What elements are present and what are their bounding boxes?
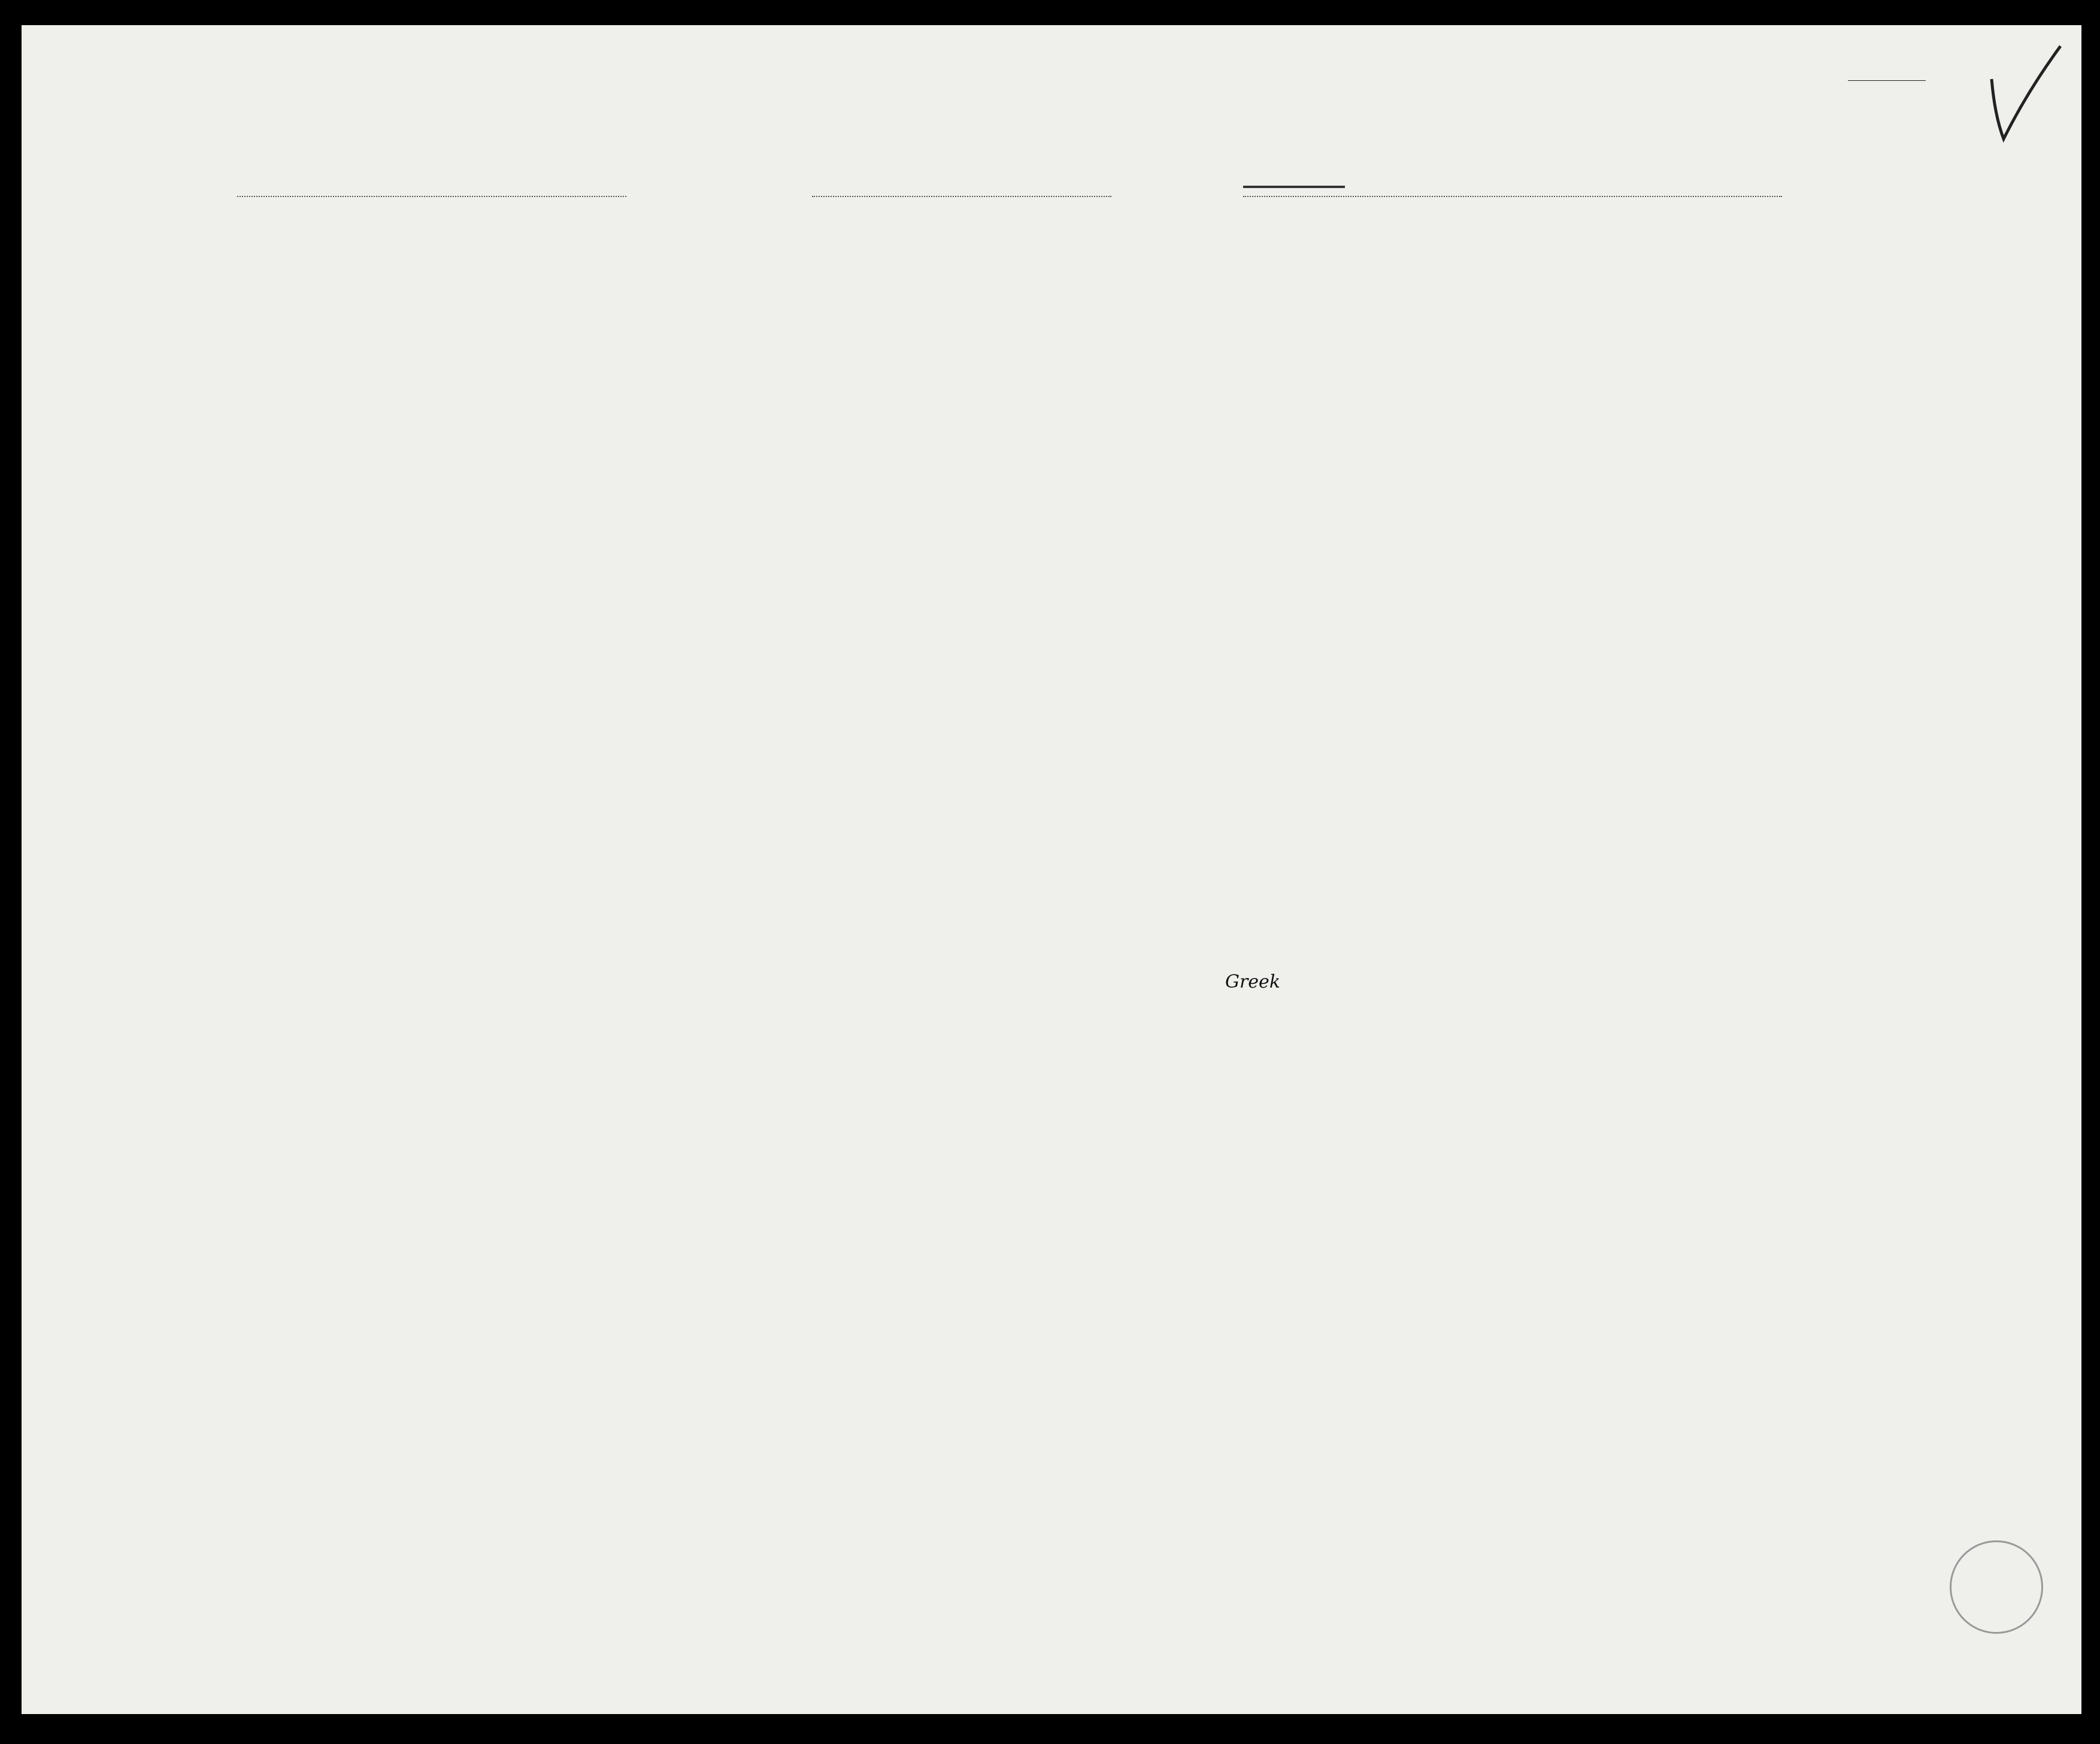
manifest-sheet [22,25,2081,1714]
crew-table [22,25,2081,1714]
official-seal [1950,1540,2043,1634]
race-handwritten: Greek [1225,971,1280,992]
